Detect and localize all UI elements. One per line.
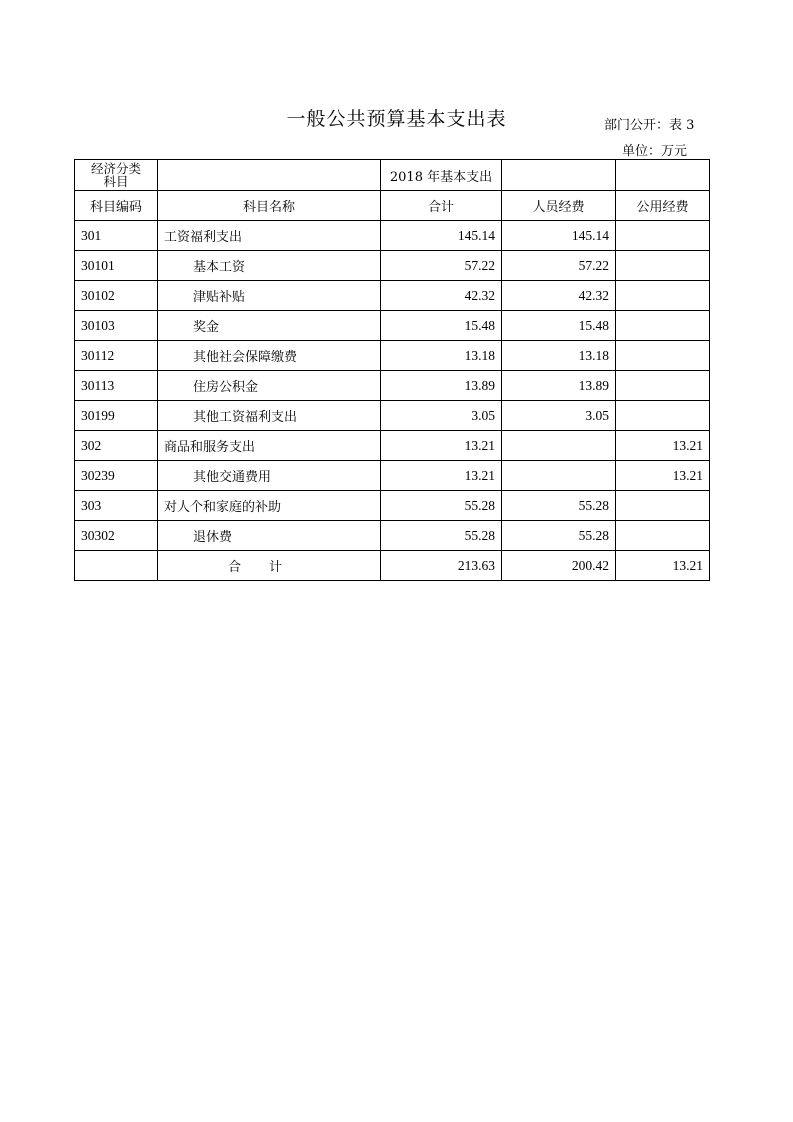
- row-code: 301: [75, 221, 158, 251]
- empty-header-cell: [502, 160, 616, 191]
- corner-header-cell: [75, 160, 158, 191]
- row-personnel: 145.14: [502, 221, 616, 251]
- row-name: 退休费: [158, 521, 381, 551]
- total-row: [75, 551, 710, 581]
- row-public: [616, 281, 710, 311]
- row-personnel: [502, 431, 616, 461]
- row-code: 30199: [75, 401, 158, 431]
- row-public: [616, 221, 710, 251]
- table-row: [75, 311, 710, 341]
- row-name: 商品和服务支出: [158, 431, 381, 461]
- row-code: 30239: [75, 461, 158, 491]
- row-personnel: 55.28: [502, 521, 616, 551]
- row-name: 奖金: [158, 311, 381, 341]
- row-public: [616, 491, 710, 521]
- row-total: 55.28: [381, 491, 502, 521]
- row-code: 30101: [75, 251, 158, 281]
- group-header-cell: 2018 年基本支出: [381, 160, 502, 191]
- row-public: [616, 371, 710, 401]
- total-row-total: 213.63: [381, 551, 502, 581]
- table-row: [75, 221, 710, 251]
- table-row: [75, 431, 710, 461]
- table-row: [75, 341, 710, 371]
- row-personnel: 57.22: [502, 251, 616, 281]
- row-total: 3.05: [381, 401, 502, 431]
- budget-table: [74, 159, 710, 581]
- column-header-row: [75, 191, 710, 221]
- row-code: 303: [75, 491, 158, 521]
- row-code: 30103: [75, 311, 158, 341]
- table-row: [75, 461, 710, 491]
- column-header-code: 科目编码: [75, 191, 158, 221]
- table-row: [75, 521, 710, 551]
- row-code: 30102: [75, 281, 158, 311]
- row-personnel: 13.89: [502, 371, 616, 401]
- row-total: 13.89: [381, 371, 502, 401]
- row-code: 30113: [75, 371, 158, 401]
- row-name: 基本工资: [158, 251, 381, 281]
- table-row: [75, 371, 710, 401]
- unit-label: 单位：万元: [622, 144, 688, 159]
- row-personnel: 15.48: [502, 311, 616, 341]
- row-public: 13.21: [616, 431, 710, 461]
- corner-label-line1: 经济分类: [90, 161, 141, 176]
- row-code: 30302: [75, 521, 158, 551]
- total-row-code: [75, 551, 158, 581]
- department-disclosure-label: 部门公开：表 3: [604, 118, 695, 133]
- row-total: 57.22: [381, 251, 502, 281]
- page-title: 一般公共预算基本支出表: [286, 108, 507, 130]
- row-name: 其他交通费用: [158, 461, 381, 491]
- row-code: 30112: [75, 341, 158, 371]
- total-row-label-cell: [158, 551, 381, 581]
- table-row: [75, 491, 710, 521]
- row-total: 15.48: [381, 311, 502, 341]
- row-personnel: 42.32: [502, 281, 616, 311]
- row-personnel: 13.18: [502, 341, 616, 371]
- column-header-total: 合计: [381, 191, 502, 221]
- total-row-label: 合计: [227, 560, 310, 575]
- row-personnel: [502, 461, 616, 491]
- total-row-personnel: 200.42: [502, 551, 616, 581]
- row-total: 42.32: [381, 281, 502, 311]
- row-public: [616, 401, 710, 431]
- corner-label-line2: 科目: [103, 174, 129, 189]
- row-name: 住房公积金: [158, 371, 381, 401]
- empty-header-cell: [616, 160, 710, 191]
- row-name: 其他工资福利支出: [158, 401, 381, 431]
- row-total: 13.21: [381, 461, 502, 491]
- table-row: [75, 281, 710, 311]
- row-name: 工资福利支出: [158, 221, 381, 251]
- row-total: 13.21: [381, 431, 502, 461]
- row-code: 302: [75, 431, 158, 461]
- row-personnel: 3.05: [502, 401, 616, 431]
- row-total: 145.14: [381, 221, 502, 251]
- column-header-public: 公用经费: [616, 191, 710, 221]
- row-name: 津贴补贴: [158, 281, 381, 311]
- table-row: [75, 401, 710, 431]
- empty-header-cell: [158, 160, 381, 191]
- row-total: 13.18: [381, 341, 502, 371]
- total-row-public: 13.21: [616, 551, 710, 581]
- row-personnel: 55.28: [502, 491, 616, 521]
- row-public: [616, 311, 710, 341]
- row-public: [616, 251, 710, 281]
- row-name: 对人个和家庭的补助: [158, 491, 381, 521]
- header-row-group: [75, 160, 710, 191]
- row-public: [616, 341, 710, 371]
- column-header-name: 科目名称: [158, 191, 381, 221]
- row-public: 13.21: [616, 461, 710, 491]
- column-header-personnel: 人员经费: [502, 191, 616, 221]
- row-public: [616, 521, 710, 551]
- table-row: [75, 251, 710, 281]
- row-name: 其他社会保障缴费: [158, 341, 381, 371]
- row-total: 55.28: [381, 521, 502, 551]
